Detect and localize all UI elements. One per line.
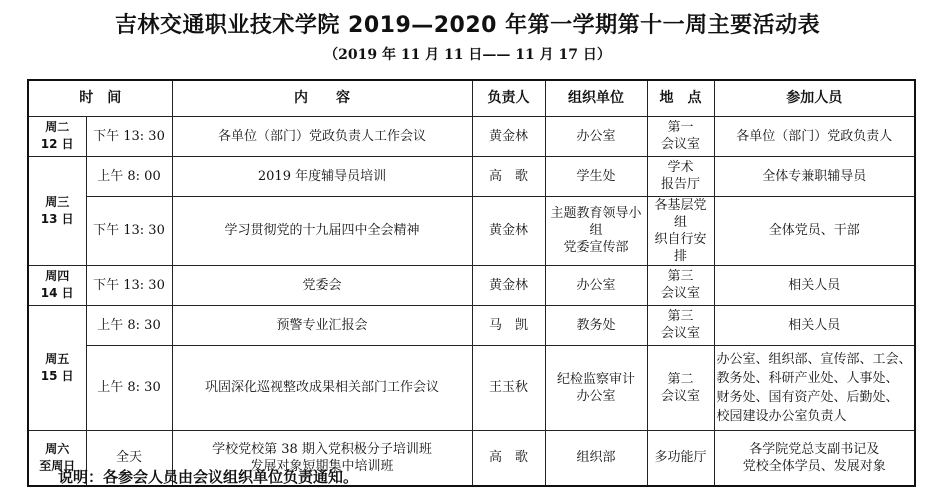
- header-time: 时 间: [28, 80, 172, 116]
- owner-cell: 黄金林: [472, 116, 545, 156]
- header-content: 内 容: [172, 80, 472, 116]
- content-cell: 巩固深化巡视整改成果相关部门工作会议: [172, 345, 472, 430]
- attendees-cell: 各学院党总支副书记及 党校全体学员、发展对象: [714, 430, 915, 486]
- day-cell: 周二 12 日: [28, 116, 86, 156]
- time-cell: 上午 8: 00: [86, 156, 172, 196]
- day-cell: 周三 13 日: [28, 156, 86, 265]
- attendees-cell: 全体党员、干部: [714, 196, 915, 265]
- attendees-cell: 相关人员: [714, 305, 915, 345]
- place-cell: 各基层党组 织自行安排: [647, 196, 714, 265]
- content-cell: 2019 年度辅导员培训: [172, 156, 472, 196]
- attendees-cell: 相关人员: [714, 265, 915, 305]
- time-cell: 下午 13: 30: [86, 265, 172, 305]
- header-org: 组织单位: [545, 80, 647, 116]
- attendees-cell: 办公室、组织部、宣传部、工会、 教务处、科研产业处、人事处、 财务处、国有资产处、后勤处、 校园建设办公室负责人: [714, 345, 915, 430]
- footnote: 说明：各参会人员由会议组织单位负责通知。: [58, 468, 359, 486]
- day-cell: 周六 至周日: [28, 430, 86, 486]
- content-cell: 学校党校第 38 期入党积极分子培训班 发展对象短期集中培训班: [172, 430, 472, 486]
- table-row: [28, 116, 915, 156]
- content-cell: 学习贯彻党的十九届四中全会精神: [172, 196, 472, 265]
- page-title: 吉林交通职业技术学院 2019—2020 年第一学期第十一周主要活动表: [114, 13, 821, 38]
- time-cell: 上午 8: 30: [86, 305, 172, 345]
- header-owner: 负责人: [472, 80, 545, 116]
- place-cell: 第三 会议室: [647, 265, 714, 305]
- place-cell: 学术 报告厅: [647, 156, 714, 196]
- activity-table: [27, 79, 916, 487]
- org-cell: 教务处: [545, 305, 647, 345]
- header-attendees: 参加人员: [714, 80, 915, 116]
- place-cell: 第一 会议室: [647, 116, 714, 156]
- org-cell: 办公室: [545, 265, 647, 305]
- org-cell: 学生处: [545, 156, 647, 196]
- time-cell: 下午 13: 30: [86, 116, 172, 156]
- org-cell: 组织部: [545, 430, 647, 486]
- org-cell: 纪检监察审计 办公室: [545, 345, 647, 430]
- time-cell: 上午 8: 30: [86, 345, 172, 430]
- place-cell: 多功能厅: [647, 430, 714, 486]
- owner-cell: 黄金林: [472, 265, 545, 305]
- header-place: 地 点: [647, 80, 714, 116]
- time-cell: 下午 13: 30: [86, 196, 172, 265]
- place-cell: 第二 会议室: [647, 345, 714, 430]
- org-cell: 办公室: [545, 116, 647, 156]
- table-row: [28, 196, 915, 265]
- date-range-subtitle: （2019 年 11 月 11 日—— 11 月 17 日）: [324, 47, 611, 63]
- table-row: [28, 265, 915, 305]
- owner-cell: 黄金林: [472, 196, 545, 265]
- day-cell: 周五 15 日: [28, 305, 86, 430]
- day-cell: 周四 14 日: [28, 265, 86, 305]
- table-row: [28, 305, 915, 345]
- table-row: [28, 156, 915, 196]
- attendees-cell: 全体专兼职辅导员: [714, 156, 915, 196]
- content-cell: 各单位（部门）党政负责人工作会议: [172, 116, 472, 156]
- owner-cell: 高 歌: [472, 156, 545, 196]
- owner-cell: 高 歌: [472, 430, 545, 486]
- table-header-row: [28, 80, 915, 116]
- org-cell: 主题教育领导小组 党委宣传部: [545, 196, 647, 265]
- place-cell: 第三 会议室: [647, 305, 714, 345]
- attendees-cell: 各单位（部门）党政负责人: [714, 116, 915, 156]
- table-row: [28, 345, 915, 430]
- owner-cell: 王玉秋: [472, 345, 545, 430]
- time-cell: 全天: [86, 430, 172, 486]
- content-cell: 预警专业汇报会: [172, 305, 472, 345]
- content-cell: 党委会: [172, 265, 472, 305]
- owner-cell: 马 凯: [472, 305, 545, 345]
